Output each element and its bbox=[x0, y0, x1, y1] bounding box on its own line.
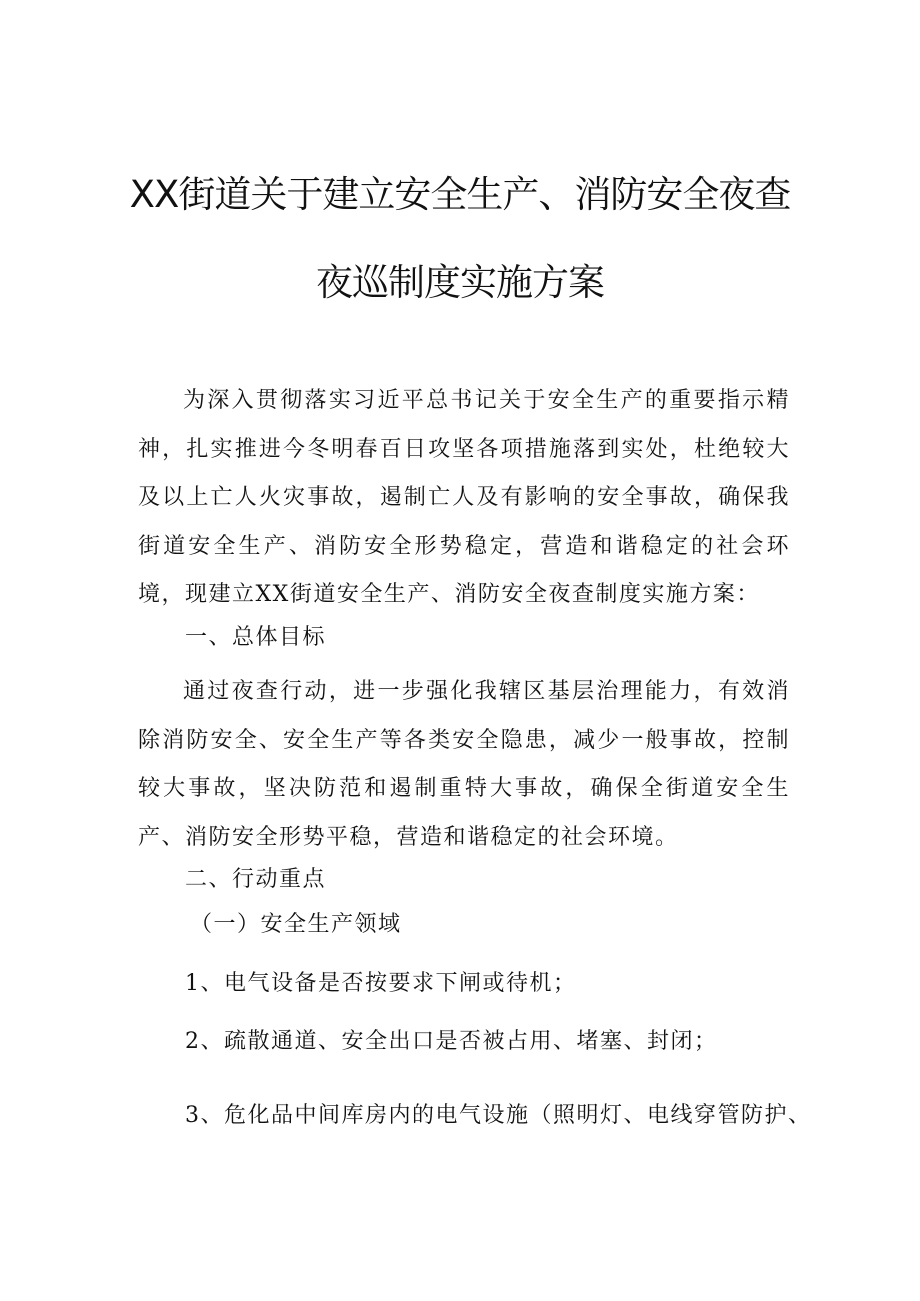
goals-paragraph: 通过夜查行动，进一步强化我辖区基层治理能力，有效消除消防安全、安全生产等各类安全隐患，减少一般事故，控制较大事故，坚决防范和遏制重特大事故，确保全街道安全生产、消防安全形势平稳，营造和谐稳定的社会环境。 bbox=[138, 679, 790, 850]
subsection-heading-safety-production: （一）安全生产领域 bbox=[190, 912, 402, 937]
document-title-line-1: XX街道关于建立安全生产、消防安全夜查 bbox=[129, 173, 791, 216]
section-heading-goals: 一、总体目标 bbox=[185, 625, 327, 650]
intro-paragraph: 为深入贯彻落实习近平总书记关于安全生产的重要指示精神，扎实推进今冬明春百日攻坚各项措施落到实处，杜绝较大及以上亡人火灾事故，遏制亡人及有影响的安全事故，确保我街道安全生产、消防安全形势稳定，营造和谐稳定的社会环境，现建立XX街道安全生产、消防安全夜查制度实施方案： bbox=[138, 388, 790, 607]
list-item: 1、电气设备是否按要求下闸或待机； bbox=[185, 971, 577, 996]
list-item: 3、危化品中间库房内的电气设施（照明灯、电线穿管防护、 bbox=[185, 1103, 812, 1128]
document-title-line-2: 夜巡制度实施方案 bbox=[316, 261, 604, 304]
list-item: 2、疏散通道、安全出口是否被占用、堵塞、封闭； bbox=[185, 1029, 718, 1054]
section-heading-focus: 二、行动重点 bbox=[185, 867, 327, 892]
